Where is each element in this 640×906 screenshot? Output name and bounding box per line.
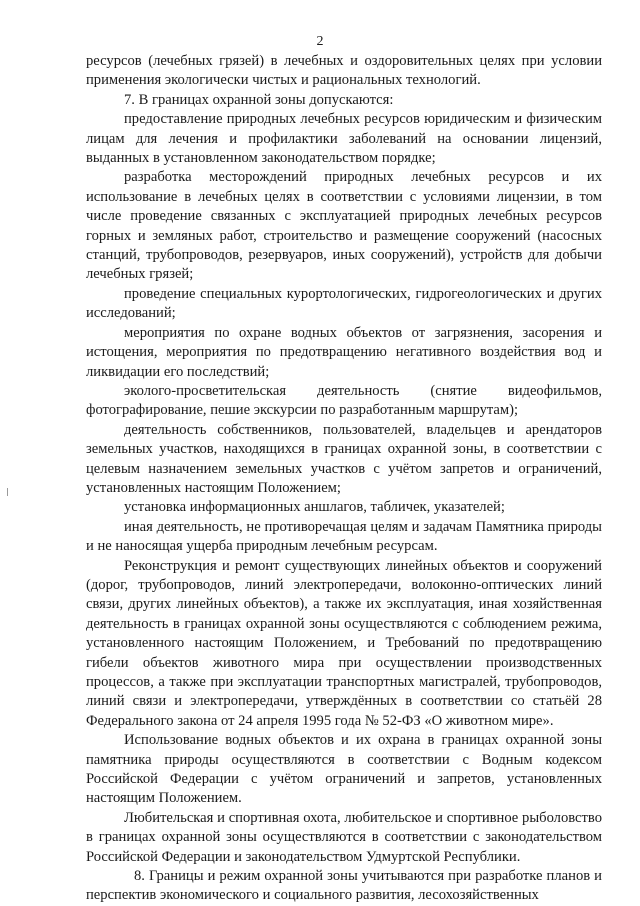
paragraph-signage: установка информационных аншлагов, табличек, указателей;: [124, 499, 505, 516]
paragraph-item-8: 8. Границы и режим охранной зоны учитываются при разработке планов и перспектив экономического и социального развития, лесохозяйственных: [86, 868, 602, 904]
scan-artifact-mark: [7, 488, 8, 496]
paragraph-deposit-development: разработка месторождений природных лечебных ресурсов и их использование в лечебных целях в соответствии с условиями лицензии, в том числе проведение связанных с эксплуатацией природных лечебных ресурсов горных и земляных работ, строительство и размещение сооружений (насосных станций, трубопроводов, резервуаров, иных сооружений), устройств для добычи лечебных грязей;: [86, 169, 602, 283]
paragraph-eco-education: эколого-просветительская деятельность (снятие видеофильмов, фотографирование, пешие экскурсии по разработанным маршрутам);: [86, 382, 602, 419]
paragraph-continuation: ресурсов (лечебных грязей) в лечебных и оздоровительных целях при условии применения экологически чистых и рациональных технологий.: [86, 53, 602, 89]
document-body: [86, 52, 602, 906]
paragraph-other-activity: иная деятельность, не противоречащая целям и задачам Памятника природы и не наносящая ущерба природным лечебным ресурсам.: [86, 518, 602, 555]
paragraph-water-use: Использование водных объектов и их охрана в границах охранной зоны памятника природы осуществляются в соответствии с Водным кодексом Российской Федерации с учётом ограничений и запретов, установленных настоящим Положением.: [86, 732, 602, 807]
paragraph-special-research: проведение специальных курортологических, гидрогеологических и других исследований;: [86, 285, 602, 322]
paragraph-landowner-activity: деятельность собственников, пользователей, владельцев и арендаторов земельных участков, находящихся в границах охранной зоны, в соответствии с целевым назначением земельных участков с учётом запретов и ограничений, установленных настоящим Положением;: [86, 421, 602, 496]
paragraph-hunting-fishing: Любительская и спортивная охота, любительское и спортивное рыболовство в границах охранной зоны осуществляются в соответствии с законодательством Российской Федерации и законодательством Удмуртской Республики.: [86, 809, 602, 865]
paragraph-water-protection: мероприятия по охране водных объектов от загрязнения, засорения и истощения, мероприятия по предотвращению негативного воздействия вод и ликвидации его последствий;: [86, 324, 602, 380]
page-number: 2: [316, 34, 324, 49]
paragraph-linear-objects: Реконструкция и ремонт существующих линейных объектов и сооружений (дорог, трубопроводов, линий электропередачи, волоконно-оптических линий связи, других линейных объектов), а также их эксплуатация, иная хозяйственная деятельность в границах охранной зоны осуществляются с соблюдением режима, установленного настоящим Положением, и Требований по предотвращению гибели объектов животного мира при осуществлении производственных процессов, а также при эксплуатации транспортных магистралей, трубопроводов, линий связи и электропередачи, утверждённых в соответствии со статьёй 28 Федерального закона от 24 апреля 1995 года № 52-ФЗ «О животном мире».: [86, 557, 602, 729]
paragraph-item-7-heading: 7. В границах охранной зоны допускаются:: [124, 91, 394, 108]
paragraph-provision-of-resources: предоставление природных лечебных ресурсов юридическим и физическим лицам для лечения и профилактики заболеваний на основании лицензий, выданных в установленном законодательством порядке;: [86, 111, 602, 167]
